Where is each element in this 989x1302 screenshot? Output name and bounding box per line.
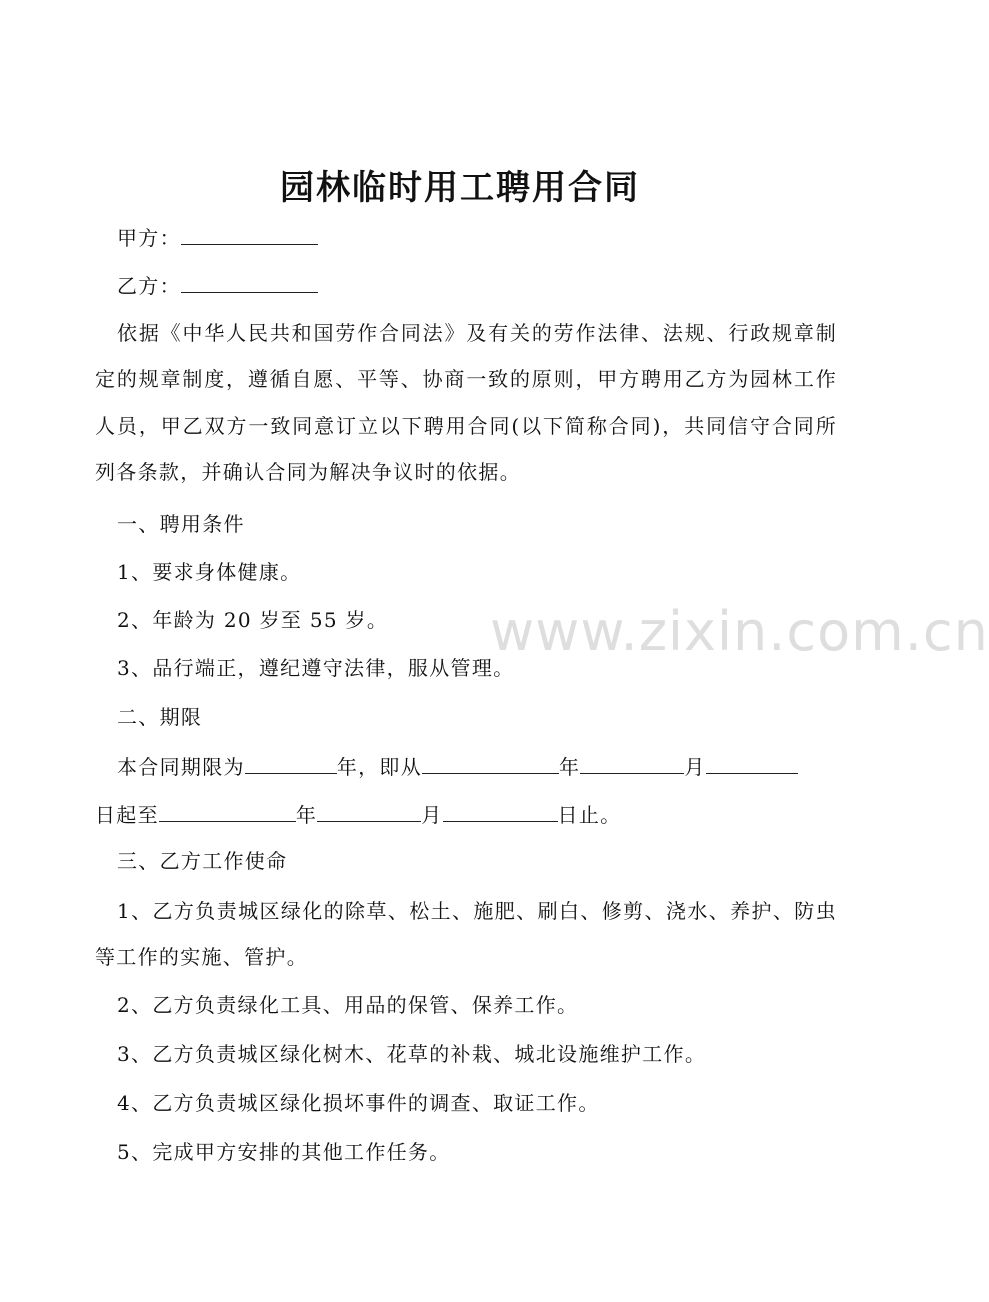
term-years-blank[interactable] — [245, 751, 337, 774]
section-1-heading: 一、聘用条件 — [117, 512, 245, 536]
section-3-item-4: 4、乙方负责城区绿化损坏事件的调查、取证工作。 — [117, 1091, 600, 1115]
section-3-item-5: 5、完成甲方安排的其他工作任务。 — [117, 1140, 451, 1164]
party-b-blank[interactable] — [181, 270, 318, 293]
document-title: 园林临时用工聘用合同 — [280, 168, 640, 208]
section-1-item-2: 2、年龄为 20 岁至 55 岁。 — [117, 608, 389, 632]
start-month-label: 月 — [684, 755, 706, 779]
party-b-line — [117, 270, 318, 301]
intro-paragraph: 依据《中华人民共和国劳作合同法》及有关的劳作法律、法规、行政规章制定的规章制度，遵循自愿、平等、协商一致的原则，甲方聘用乙方为园林工作人员，甲乙双方一致同意订立以下聘用合同(以下简称合同)，共同信守合同所列各条款，并确认合同为解决争议时的依据。 — [95, 321, 837, 484]
party-a-line — [117, 222, 318, 253]
end-month-blank[interactable] — [317, 799, 421, 822]
party-a-blank[interactable] — [181, 222, 318, 245]
section-3-item-3: 3、乙方负责城区绿化树木、花草的补栽、城北设施维护工作。 — [117, 1042, 707, 1066]
party-a-label: 甲方： — [117, 226, 181, 250]
start-day-label: 日起至 — [95, 803, 159, 827]
term-line-1 — [117, 751, 798, 782]
start-year-blank[interactable] — [422, 751, 559, 774]
end-year-blank[interactable] — [159, 799, 296, 822]
section-3-heading: 三、乙方工作使命 — [117, 849, 288, 873]
end-day-label: 日止。 — [557, 803, 622, 827]
end-day-blank[interactable] — [443, 799, 558, 822]
section-1-item-1: 1、要求身体健康。 — [117, 560, 302, 584]
section-3-item-2: 2、乙方负责绿化工具、用品的保管、保养工作。 — [117, 993, 579, 1017]
start-day-blank[interactable] — [706, 751, 798, 774]
section-1-item-3: 3、品行端正，遵纪遵守法律，服从管理。 — [117, 656, 515, 680]
term-year-label: 年，即从 — [336, 755, 423, 779]
party-b-label: 乙方： — [117, 274, 181, 298]
end-year-label: 年 — [295, 803, 318, 827]
watermark: www.zixin.com.cn — [490, 600, 989, 663]
term-prefix: 本合同期限为 — [117, 755, 245, 779]
section-3-item-1: 1、乙方负责城区绿化的除草、松土、施肥、刷白、修剪、浇水、养护、防虫等工作的实施、管护。 — [95, 899, 837, 970]
section-2-heading: 二、期限 — [117, 705, 203, 729]
term-line-2 — [95, 799, 621, 830]
start-month-blank[interactable] — [580, 751, 684, 774]
end-month-label: 月 — [421, 803, 443, 827]
start-year-label: 年 — [559, 755, 581, 779]
